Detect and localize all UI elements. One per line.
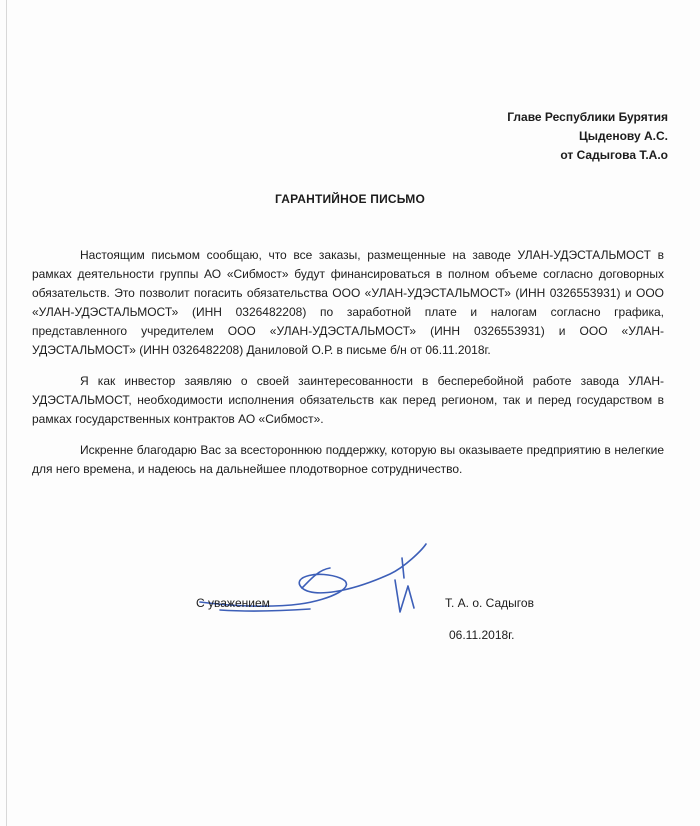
signature-date: 06.11.2018г. — [449, 628, 515, 642]
paragraph-3: Искренне благодарю Вас за всестороннюю поддержку, которую вы оказываете предприятию в нелегкие для него времена, и надеюсь на дальнейшее плодотворное сотрудничество. — [32, 443, 664, 476]
addressee-line-2: Цыденову А.С. — [579, 129, 668, 143]
letter-title: ГАРАНТИЙНОЕ ПИСЬМО — [274, 192, 426, 206]
addressee-line-1: Главе Республики Бурятия — [507, 110, 668, 124]
paragraph-1: Настоящим письмом сообщаю, что все заказы, размещенные на заводе УЛАН-УДЭСТАЛЬМОСТ в рамках деятельности группы АО «Сибмост» будут финансироваться в полном объеме согласно договорных обязательств. Это позволит погасить обязательства ООО «УЛАН-УДЭСТАЛЬМОСТ» (ИНН 0326553931) и ООО «УЛАН-УДЭСТАЛЬМОСТ» (ИНН 0326482208) по заработной плате и налогам согласно графика, представленного учредителем ООО «УЛАН-УДЭСТАЛЬМОСТ» (ИНН 0326553931) и ООО «УЛАН-УДЭСТАЛЬМОСТ» (ИНН 0326482208) Даниловой О.Р. в письме б/н от 06.11.2018г. — [32, 248, 664, 357]
paragraph-2: Я как инвестор заявляю о своей заинтересованности в бесперебойной работе завода УЛАН-УДЭСТАЛЬМОСТ, необходимости исполнения обязательств как перед регионом, так и перед государством в рамках государственных контрактов АО «Сибмост». — [32, 374, 664, 426]
page-edge — [6, 0, 7, 826]
signer-name: Т. А. о. Садыгов — [445, 596, 534, 610]
closing-regards: С уважением — [196, 596, 270, 610]
addressee-line-3: от Садыгова Т.А.о — [560, 148, 668, 162]
letter-body — [32, 246, 664, 491]
handwritten-signature — [190, 540, 430, 630]
addressee-block — [507, 108, 668, 165]
